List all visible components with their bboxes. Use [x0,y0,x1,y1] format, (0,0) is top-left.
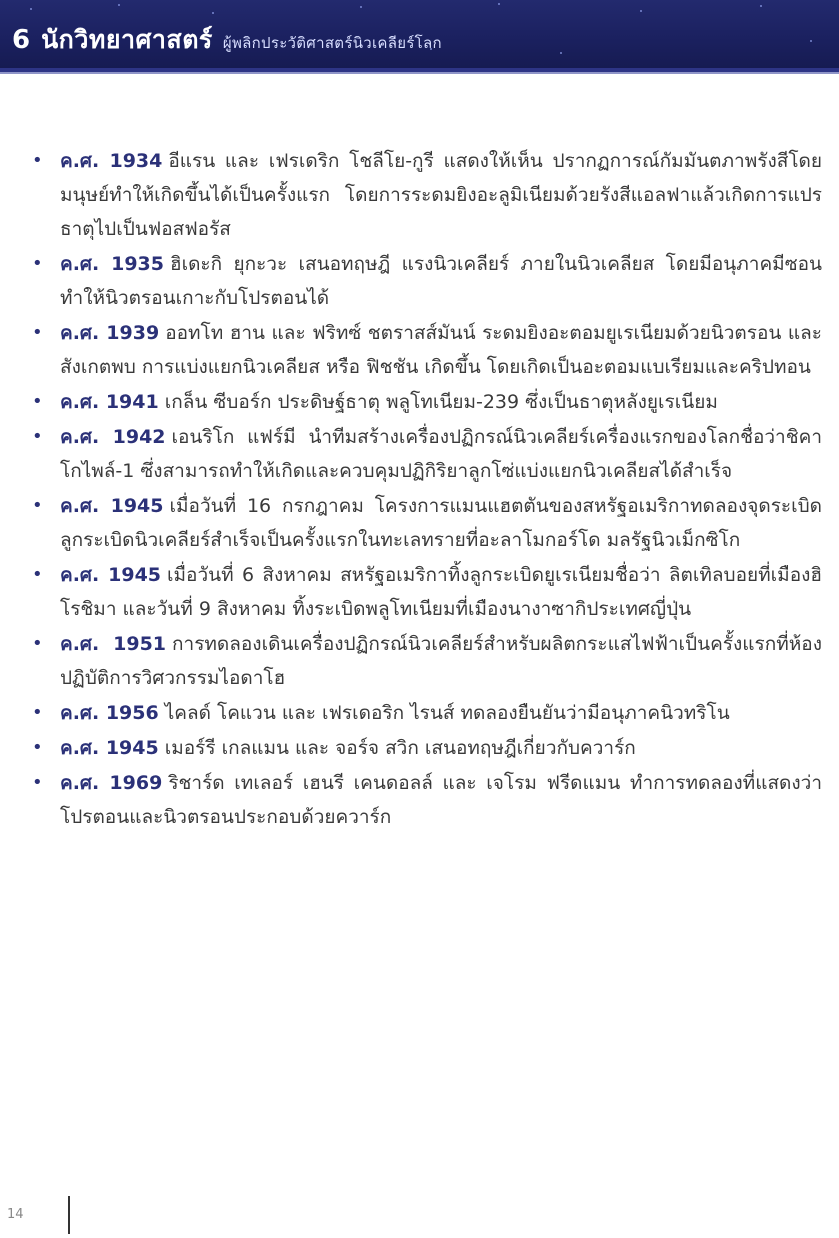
timeline-text: ไคลด์ โคแวน และ เฟรเดอริก ไรนส์ ทดลองยืนยันว่ามีอนุภาคนิวทริโน [164,702,730,724]
bullet-icon: • [32,772,43,793]
timeline-year: ค.ศ. 1969 [60,772,163,794]
page-number-divider [68,1196,70,1234]
timeline-text: ออทโท ฮาน และ ฟริทซ์ ชตราสส์มันน์ ระดมยิงอะตอมยูเรเนียมด้วยนิวตรอน และสังเกตพบ การแบ่งแยกนิวเคลียส หรือ ฟิชชัน เกิดขึ้น โดยเกิดเป็นอะตอมแบเรียมและคริปทอน [60,322,822,378]
timeline-item [32,489,822,557]
timeline-item [32,696,822,730]
page-number: 14 [7,1207,24,1222]
timeline-item [32,144,822,246]
bullet-icon: • [32,391,43,412]
timeline-text: ฮิเดะกิ ยุกะวะ เสนอทฤษฎี แรงนิวเคลียร์ ภายในนิวเคลียส โดยมีอนุภาคมีซอนทำให้นิวตรอนเกาะกับโปรตอนได้ [60,253,823,309]
timeline-year: ค.ศ. 1951 [60,633,167,655]
timeline-item [32,627,822,695]
timeline-text: เอนริโก แฟร์มี นำทีมสร้างเครื่องปฏิกรณ์นิวเคลียร์เครื่องแรกของโลกชื่อว่าชิคาโกไพล์-1 ซึ่งสามารถทำให้เกิดและควบคุมปฏิกิริยาลูกโซ่แบ่งแยกนิวเคลียสได้สำเร็จ [60,426,822,482]
timeline-item [32,385,822,419]
chapter-header [0,0,839,68]
bullet-icon: • [32,150,43,171]
bullet-icon: • [32,633,43,654]
timeline-year: ค.ศ. 1945 [60,495,164,517]
timeline-year: ค.ศ. 1945 [60,737,159,759]
chapter-number: 6 [12,25,32,55]
bullet-icon: • [32,564,43,585]
timeline-item [32,247,822,315]
header-divider-light [0,72,839,74]
timeline-text: การทดลองเดินเครื่องปฏิกรณ์นิวเคลียร์สำหรับผลิตกระแสไฟฟ้าเป็นครั้งแรกที่ห้องปฏิบัติการวิศวกรรมไอดาโฮ [60,633,822,689]
timeline-text: อีแรน และ เฟรเดริก โชลีโย-กูรี แสดงให้เห็น ปรากฏการณ์กัมมันตภาพรังสีโดยมนุษย์ทำให้เกิดขึ้นได้เป็นครั้งแรก โดยการระดมยิงอะลูมิเนียมด้วยรังสีแอลฟาแล้วเกิดการแปรธาตุไปเป็นฟอสฟอรัส [60,150,822,240]
timeline-item [32,558,822,626]
chapter-title: นักวิทยาศาสตร์ [41,25,213,54]
timeline-year: ค.ศ. 1939 [60,322,160,344]
chapter-subtitle: ผู้พลิกประวัติศาสตร์นิวเคลียร์โลก [222,34,442,52]
timeline-item [32,731,822,765]
timeline-list [32,144,822,835]
timeline-year: ค.ศ. 1934 [60,150,163,172]
timeline-year: ค.ศ. 1942 [60,426,166,448]
bullet-icon: • [32,253,43,274]
bullet-icon: • [32,426,43,447]
timeline-year: ค.ศ. 1945 [60,564,162,586]
bullet-icon: • [32,702,43,723]
timeline-text: ริชาร์ด เทเลอร์ เฮนรี เคนดอลล์ และ เจโรม ฟรีดแมน ทำการทดลองที่แสดงว่าโปรตอนและนิวตรอนประกอบด้วยควาร์ก [60,772,823,828]
bullet-icon: • [32,737,43,758]
header-title [12,20,442,60]
timeline-text: เมอร์รี เกลแมน และ จอร์จ สวิก เสนอทฤษฎีเกี่ยวกับควาร์ก [164,737,636,759]
timeline-year: ค.ศ. 1941 [60,391,159,413]
timeline-year: ค.ศ. 1956 [60,702,159,724]
timeline-year: ค.ศ. 1935 [60,253,164,275]
bullet-icon: • [32,495,43,516]
timeline-text: เมื่อวันที่ 16 กรกฎาคม โครงการแมนแฮตตันของสหรัฐอเมริกาทดลองจุดระเบิดลูกระเบิดนิวเคลียร์สำเร็จเป็นครั้งแรกในทะเลทรายที่อะลาโมกอร์โด มลรัฐนิวเม็กซิโก [60,495,823,551]
timeline-text: เกล็น ซีบอร์ก ประดิษฐ์ธาตุ พลูโทเนียม-239 ซึ่งเป็นธาตุหลังยูเรเนียม [164,391,718,413]
timeline-item [32,420,822,488]
timeline-item [32,766,822,834]
bullet-icon: • [32,322,43,343]
timeline-text: เมื่อวันที่ 6 สิงหาคม สหรัฐอเมริกาทิ้งลูกระเบิดยูเรเนียมชื่อว่า ลิตเทิลบอยที่เมืองฮิโรชิมา และวันที่ 9 สิงหาคม ทิ้งระเบิดพลูโทเนียมที่เมืองนางาซากิประเทศญี่ปุ่น [60,564,822,620]
timeline-item [32,316,822,384]
